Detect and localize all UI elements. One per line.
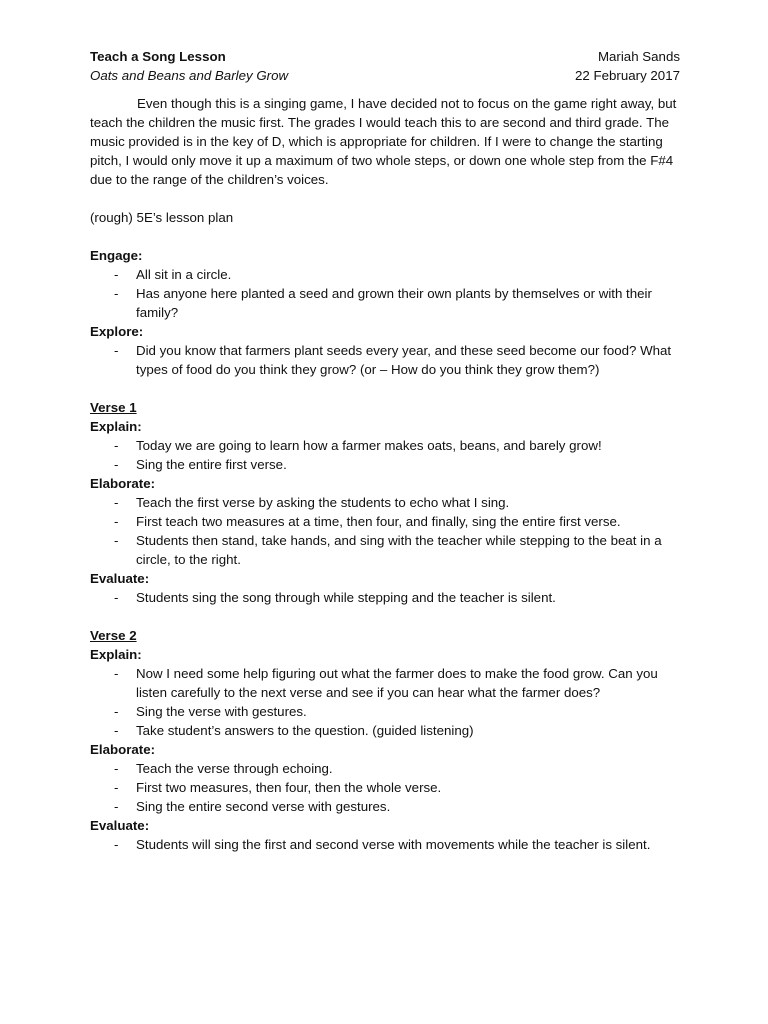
list-item-text: Students will sing the first and second verse with movements while the teacher is silent.	[136, 837, 651, 852]
bullet-dash: -	[114, 267, 119, 282]
document-body	[90, 47, 680, 854]
list-item	[90, 436, 680, 455]
verse-1-evaluate-list	[90, 588, 680, 607]
verse-2-explain-list	[90, 664, 680, 740]
list-item-text: Students then stand, take hands, and sing with the teacher while stepping to the beat in a circle, to the right.	[136, 533, 662, 567]
header-row-2	[90, 66, 680, 85]
song-title: Oats and Beans and Barley Grow	[90, 68, 289, 83]
bullet-dash: -	[114, 723, 119, 738]
list-item-text: Did you know that farmers plant seeds every year, and these seed become our food? What types of food do you think they grow? (or – How do you think they grow them?)	[136, 343, 672, 377]
list-item	[90, 493, 680, 512]
list-item	[90, 759, 680, 778]
verse-1-explain-heading: Explain:	[90, 419, 142, 434]
bullet-dash: -	[114, 761, 119, 776]
verse-2-evaluate-heading: Evaluate:	[90, 818, 150, 833]
bullet-dash: -	[114, 286, 119, 301]
list-item	[90, 265, 680, 284]
bullet-dash: -	[114, 533, 119, 548]
bullet-dash: -	[114, 666, 119, 681]
bullet-dash: -	[114, 438, 119, 453]
list-item	[90, 588, 680, 607]
verse-1-evaluate-heading: Evaluate:	[90, 571, 150, 586]
lesson-date: 22 February 2017	[575, 68, 680, 83]
spacer	[90, 379, 680, 398]
bullet-dash: -	[114, 343, 119, 358]
list-item	[90, 284, 680, 322]
list-item	[90, 778, 680, 797]
spacer	[90, 189, 680, 208]
list-item-text: Has anyone here planted a seed and grown their own plants by themselves or with their family?	[136, 286, 652, 320]
verse-1-explain-list	[90, 436, 680, 474]
spacer	[90, 227, 680, 246]
list-item	[90, 455, 680, 474]
lesson-title: Teach a Song Lesson	[90, 49, 226, 64]
bullet-dash: -	[114, 799, 119, 814]
verse-1-elaborate-heading: Elaborate:	[90, 476, 156, 491]
verse-2-heading: Verse 2	[90, 628, 137, 643]
list-item-text: Students sing the song through while stepping and the teacher is silent.	[136, 590, 556, 605]
list-item	[90, 721, 680, 740]
verse-1-heading: Verse 1	[90, 400, 137, 415]
bullet-dash: -	[114, 704, 119, 719]
list-item	[90, 512, 680, 531]
bullet-dash: -	[114, 495, 119, 510]
list-item	[90, 797, 680, 816]
verse-1-elaborate-list	[90, 493, 680, 569]
list-item-text: Sing the entire second verse with gestures.	[136, 799, 391, 814]
list-item-text: Teach the first verse by asking the students to echo what I sing.	[136, 495, 510, 510]
bullet-dash: -	[114, 780, 119, 795]
list-item-text: Sing the entire first verse.	[136, 457, 287, 472]
list-item	[90, 341, 680, 379]
verse-2-elaborate-heading: Elaborate:	[90, 742, 156, 757]
list-item-text: First teach two measures at a time, then four, and finally, sing the entire first verse.	[136, 514, 621, 529]
bullet-dash: -	[114, 514, 119, 529]
list-item-text: Take student’s answers to the question. (guided listening)	[136, 723, 474, 738]
author-name: Mariah Sands	[597, 49, 680, 64]
list-item-text: All sit in a circle.	[136, 267, 232, 282]
spacer	[90, 607, 680, 626]
verse-2-evaluate-list	[90, 835, 680, 854]
header-row-1	[90, 47, 680, 66]
list-item-text: First two measures, then four, then the whole verse.	[136, 780, 442, 795]
list-item-text: Now I need some help figuring out what the farmer does to make the food grow. Can you listen carefully to the next verse and see if you can hear what the farmer does?	[136, 666, 658, 700]
list-item	[90, 664, 680, 702]
plan-note: (rough) 5E’s lesson plan	[90, 210, 234, 225]
bullet-dash: -	[114, 457, 119, 472]
list-item-text: Today we are going to learn how a farmer makes oats, beans, and barely grow!	[136, 438, 602, 453]
engage-list	[90, 265, 680, 322]
list-item	[90, 835, 680, 854]
bullet-dash: -	[114, 837, 119, 852]
verse-2-explain-heading: Explain:	[90, 647, 142, 662]
verse-2-elaborate-list	[90, 759, 680, 816]
explore-list	[90, 341, 680, 379]
list-item-text: Teach the verse through echoing.	[136, 761, 333, 776]
list-item	[90, 531, 680, 569]
list-item	[90, 702, 680, 721]
explore-heading: Explore:	[90, 324, 144, 339]
list-item-text: Sing the verse with gestures.	[136, 704, 307, 719]
engage-heading: Engage:	[90, 248, 143, 263]
intro-paragraph: Even though this is a singing game, I have decided not to focus on the game right away, but teach the children the music first. The grades I would teach this to are second and third grade. The music provided is in the key of D, which is appropriate for children. If I were to change the starting pitch, I would only move it up a maximum of two whole steps, or down one whole step from the F#4 due to the range of the children’s voices.	[90, 96, 677, 187]
bullet-dash: -	[114, 590, 119, 605]
